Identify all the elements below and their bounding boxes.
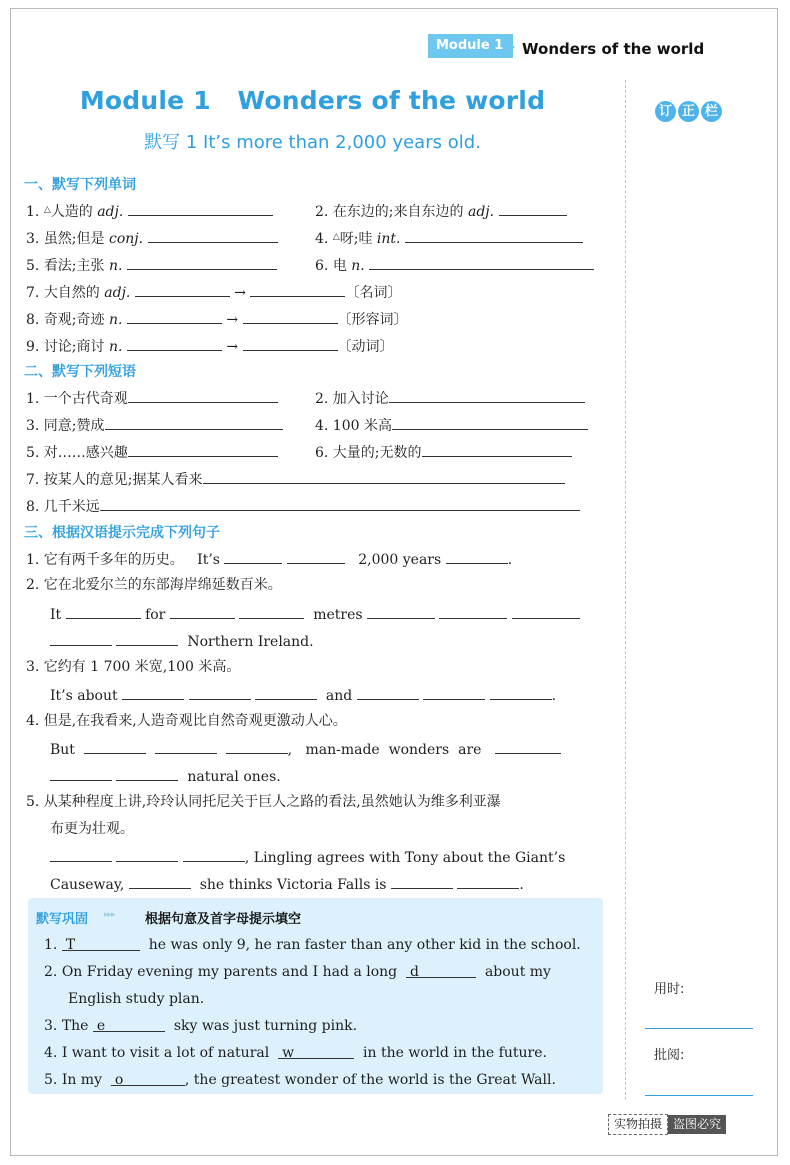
answer-blank[interactable] (203, 469, 565, 484)
answer-blank[interactable] (122, 685, 184, 700)
module-tag: Module 1 (428, 34, 513, 58)
word-item-7 (26, 282, 401, 302)
item-number: 7. (26, 285, 40, 301)
sentence-word: sky was just turning pink. (173, 1018, 358, 1034)
answer-blank[interactable] (111, 1071, 185, 1086)
answer-blank[interactable] (100, 496, 580, 511)
answer-blank[interactable] (369, 255, 594, 270)
word-item-8 (26, 309, 408, 329)
sentence-word: On Friday evening my parents and I had a long (61, 964, 398, 980)
consolidation-q2 (44, 963, 551, 981)
sentence-word: , Lingling agrees with Tony about the Giant’s (244, 850, 566, 866)
word-item-9 (26, 336, 394, 356)
phrase-item-7 (26, 469, 565, 489)
arrow-right-icon: → (226, 339, 239, 355)
item-pos: adj. (97, 204, 124, 220)
hint-letter: T (65, 937, 76, 953)
item-number: 9. (26, 339, 40, 355)
answer-blank[interactable] (423, 685, 485, 700)
sentence-word: 2,000 years (358, 552, 442, 568)
review-label: 批阅: (654, 1048, 685, 1063)
answer-blank[interactable] (189, 685, 251, 700)
answer-blank[interactable] (389, 388, 585, 403)
answer-blank[interactable] (446, 549, 508, 564)
sentence-2-line-1 (50, 604, 580, 624)
section1-heading: 一、默写下列单词 (24, 177, 136, 193)
consolidation-q2-line-2: English study plan. (68, 991, 205, 1007)
answer-blank[interactable] (116, 766, 178, 781)
sentence-4-line-2 (50, 766, 281, 786)
answer-blank[interactable] (391, 874, 453, 889)
correction-char-2: 正 (678, 101, 699, 122)
item-pos: adj. (467, 204, 495, 220)
item-text: 4. 100 米高 (315, 418, 392, 434)
answer-blank[interactable] (357, 685, 419, 700)
answer-blank[interactable] (457, 874, 519, 889)
header-title: Wonders of the world (522, 40, 705, 58)
phrase-item-8 (26, 496, 580, 516)
sentence-word: , (287, 742, 293, 758)
sentence-word: In my (61, 1072, 102, 1088)
item-text: 7. 按某人的意见;据某人看来 (26, 472, 203, 488)
hint-letter: o (114, 1072, 124, 1088)
triangle-icon: △ (43, 205, 51, 215)
sentence-word: It (50, 607, 62, 623)
word-item-1 (26, 201, 273, 221)
sentence-word: for (145, 607, 166, 623)
item-number: 1. (26, 204, 40, 220)
answer-blank[interactable] (155, 739, 217, 754)
answer-blank[interactable] (250, 282, 345, 297)
item-text: 6. 大量的;无数的 (315, 445, 422, 461)
answer-blank[interactable] (278, 1044, 354, 1059)
item-pos: adj. (104, 285, 131, 301)
item-number: 8. (26, 312, 40, 328)
sentence-5-line-2 (50, 874, 524, 894)
answer-blank[interactable] (490, 685, 552, 700)
answer-blank[interactable] (127, 255, 277, 270)
answer-blank[interactable] (226, 739, 288, 754)
sentence-word: man-made (305, 742, 380, 758)
section3-heading: 三、根据汉语提示完成下列句子 (24, 525, 220, 541)
stamp-right: 盗图必究 (668, 1115, 726, 1134)
answer-blank[interactable] (439, 604, 507, 619)
answer-blank[interactable] (255, 685, 317, 700)
answer-blank[interactable] (135, 282, 230, 297)
answer-blank[interactable] (127, 309, 222, 324)
consolidation-q3 (44, 1017, 357, 1035)
item-text: 8. 几千米远 (26, 499, 100, 515)
item-text: 呀;哇 (339, 231, 373, 247)
page-subtitle: 默写 1 It’s more than 2,000 years old. (144, 132, 481, 153)
sentence-3-prompt: 3. 它约有 1 700 米宽,100 米高。 (26, 659, 241, 675)
item-number: 6. (315, 258, 329, 274)
sentence-3-line-1 (50, 685, 556, 705)
answer-blank[interactable] (62, 936, 140, 951)
consolidation-q1 (44, 936, 581, 954)
sentence-word: metres (313, 607, 363, 623)
answer-blank[interactable] (287, 549, 345, 564)
page-title: Module 1 Wonders of the world (79, 86, 546, 115)
sentence-word: and (325, 688, 353, 704)
answer-blank[interactable] (50, 847, 112, 862)
item-number: 1. (44, 937, 58, 953)
answer-blank[interactable] (495, 739, 561, 754)
consolidation-label: 默写巩固 (36, 912, 89, 927)
phrase-item-5 (26, 442, 278, 462)
item-pos: n. (108, 312, 123, 328)
review-input-line[interactable] (645, 1095, 753, 1096)
sentence-word: about my (484, 964, 551, 980)
watermark-stamp (608, 1114, 726, 1135)
answer-blank[interactable] (84, 739, 146, 754)
sentence-word: , the greatest wonder of the world is the Great Wall. (184, 1072, 556, 1088)
item-pos: n. (108, 339, 123, 355)
sentence-2-prompt: 2. 它在北爱尔兰的东部海岸绵延数百米。 (26, 577, 282, 593)
item-note: 〔动词〕 (337, 339, 394, 355)
answer-blank[interactable] (406, 963, 476, 978)
item-number: 5. (26, 258, 40, 274)
phrase-item-6 (315, 442, 572, 462)
item-text: 讨论;商讨 (43, 339, 105, 355)
consolidation-q4 (44, 1044, 547, 1062)
item-note: 〔名词〕 (345, 285, 402, 301)
answer-blank[interactable] (148, 228, 278, 243)
answer-blank[interactable] (93, 1017, 165, 1032)
item-number: 3. (26, 231, 40, 247)
sentence-word: in the world in the future. (363, 1045, 547, 1061)
sentence-word: It’s about (50, 688, 118, 704)
section2-heading: 二、默写下列短语 (24, 364, 136, 380)
sentence-word: are (458, 742, 482, 758)
item-number: 2. (315, 204, 329, 220)
answer-blank[interactable] (405, 228, 583, 243)
item-pos: int. (376, 231, 401, 247)
word-item-4 (315, 228, 583, 248)
sentence-word: The (61, 1018, 89, 1034)
answer-blank[interactable] (116, 847, 178, 862)
item-text: 看法;主张 (43, 258, 105, 274)
item-text: 奇观;奇迹 (43, 312, 105, 328)
word-item-3 (26, 228, 278, 248)
word-item-5 (26, 255, 277, 275)
sentence-word: I want to visit a lot of natural (61, 1045, 270, 1061)
item-text: 在东边的;来自东边的 (332, 204, 464, 220)
item-pos: n. (351, 258, 365, 274)
item-text: 人造的 (50, 204, 93, 220)
answer-blank[interactable] (105, 415, 283, 430)
correction-column-title (655, 100, 724, 122)
item-pos: conj. (108, 231, 144, 247)
item-pos: n. (108, 258, 123, 274)
sentence-4-line-1 (50, 739, 561, 759)
hint-letter: w (282, 1045, 295, 1061)
answer-blank[interactable] (224, 549, 282, 564)
arrow-right-icon: → (226, 312, 239, 328)
item-text: 2. 加入讨论 (315, 391, 389, 407)
time-label: 用时: (654, 982, 685, 997)
answer-blank[interactable] (183, 847, 245, 862)
sentence-word: Northern Ireland. (187, 634, 314, 650)
sentence-word: . (519, 877, 524, 893)
item-text: 5. 对……感兴趣 (26, 445, 128, 461)
sentence-word: Causeway, (50, 877, 125, 893)
phrase-item-2 (315, 388, 585, 408)
answer-blank[interactable] (239, 604, 304, 619)
answer-blank[interactable] (128, 388, 278, 403)
consolidation-q5 (44, 1071, 556, 1089)
sentence-word: he was only 9, he ran faster than any other kid in the school. (148, 937, 581, 953)
answer-blank[interactable] (128, 201, 273, 216)
answer-blank[interactable] (66, 604, 141, 619)
answer-blank[interactable] (422, 442, 572, 457)
triangle-icon: △ (332, 232, 340, 242)
sentence-word: . (507, 552, 513, 568)
answer-blank[interactable] (243, 336, 338, 351)
column-divider (625, 80, 626, 1100)
answer-blank[interactable] (50, 631, 112, 646)
answer-blank[interactable] (129, 874, 191, 889)
hint-letter: d (410, 964, 419, 980)
sentence-2-line-2 (50, 631, 314, 651)
item-text: 3. 同意;赞成 (26, 418, 105, 434)
sentence-5-prompt-1: 5. 从某种程度上讲,玲玲认同托尼关于巨人之路的看法,虽然她认为维多利亚瀑 (26, 794, 501, 810)
answer-blank[interactable] (392, 415, 588, 430)
answer-blank[interactable] (170, 604, 235, 619)
phrase-item-3 (26, 415, 283, 435)
item-number: 3. (44, 1018, 58, 1034)
sentence-prompt: 1. 它有两千多年的历史。 (26, 552, 184, 568)
consolidation-instruction: 根据句意及首字母提示填空 (145, 912, 302, 927)
phrase-item-1 (26, 388, 278, 408)
correction-char-3: 栏 (701, 101, 722, 122)
item-note: 〔形容词〕 (337, 312, 408, 328)
sentence-5-prompt-2: 布更为壮观。 (50, 821, 134, 837)
answer-blank[interactable] (127, 336, 222, 351)
item-text: 电 (332, 258, 347, 274)
item-number: 5. (44, 1072, 58, 1088)
sentence-1 (26, 549, 512, 569)
answer-blank[interactable] (243, 309, 338, 324)
word-item-2 (315, 201, 567, 221)
sentence-4-prompt: 4. 但是,在我看来,人造奇观比自然奇观更激动人心。 (26, 713, 347, 729)
triple-arrow-icon: ▸▸▸ (104, 910, 115, 920)
stamp-left: 实物拍摄 (608, 1114, 668, 1135)
item-number: 4. (315, 231, 329, 247)
arrow-right-icon: → (234, 285, 247, 301)
correction-char-1: 订 (655, 101, 676, 122)
answer-blank[interactable] (50, 766, 112, 781)
sentence-word: natural ones. (187, 769, 281, 785)
phrase-item-4 (315, 415, 588, 435)
sentence-5-line-1 (50, 847, 565, 867)
sentence-word: But (50, 742, 75, 758)
answer-blank[interactable] (116, 631, 178, 646)
sentence-word: wonders (388, 742, 450, 758)
item-number: 4. (44, 1045, 58, 1061)
word-item-6 (315, 255, 594, 275)
sentence-word: she thinks Victoria Falls is (199, 877, 387, 893)
hint-letter: e (96, 1018, 106, 1034)
item-text: 1. 一个古代奇观 (26, 391, 128, 407)
sentence-word: It’s (197, 552, 220, 568)
answer-blank[interactable] (499, 201, 567, 216)
answer-blank[interactable] (128, 442, 278, 457)
item-text: 虽然;但是 (43, 231, 105, 247)
answer-blank[interactable] (367, 604, 435, 619)
item-text: 大自然的 (43, 285, 100, 301)
time-input-line[interactable] (645, 1028, 753, 1029)
item-number: 2. (44, 964, 58, 980)
tag-arrow-icon (507, 41, 515, 53)
answer-blank[interactable] (512, 604, 580, 619)
sentence-word: . (551, 688, 557, 704)
